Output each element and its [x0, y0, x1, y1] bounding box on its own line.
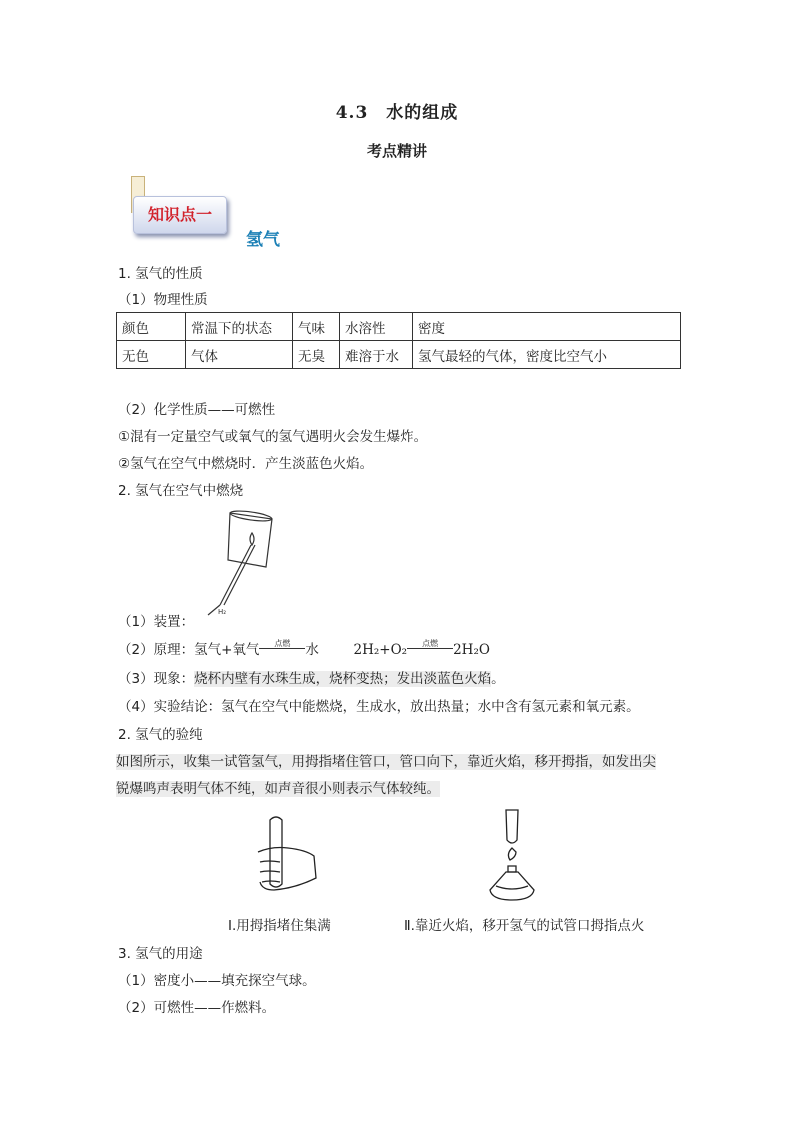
- equation-reactants: 2H₂+O₂: [353, 642, 408, 658]
- phenomenon-label: （3）现象：: [118, 671, 195, 687]
- page-subtitle: 考点精讲: [366, 142, 427, 160]
- section-name: 氢气: [246, 230, 280, 250]
- chemical-point-1: ①混有一定量空气或氧气的氢气遇明火会发生爆炸。: [118, 429, 428, 445]
- conclusion-line: （4）实验结论：氢气在空气中能燃烧，生成水，放出热量；水中含有氢元素和氧元素。: [118, 699, 640, 715]
- purity-text-2: 锐爆鸣声表明气体不纯，如声音很小则表示气体较纯。: [116, 781, 440, 797]
- table-row: [117, 341, 681, 369]
- caption-step-1: Ⅰ.用拇指堵住集满: [228, 918, 331, 934]
- table-cell: 氢气最轻的气体，密度比空气小: [413, 341, 681, 369]
- purity-text-1: 如图所示，收集一试管氢气，用拇指堵住管口，管口向下，靠近火焰，移开拇指，如发出尖: [116, 754, 656, 770]
- badge-label: 知识点一: [133, 196, 227, 234]
- heading-chemical: （2）化学性质——可燃性: [118, 402, 276, 418]
- reaction-condition: [259, 638, 305, 649]
- heading-properties: 1. 氢气的性质: [118, 266, 203, 282]
- purity-paragraph-2: [116, 777, 440, 797]
- table-header: 水溶性: [340, 313, 413, 341]
- h2-label: H₂: [218, 608, 227, 616]
- heading-purity-test: 2. 氢气的验纯: [118, 727, 203, 743]
- word-equation-product: 水: [305, 642, 319, 658]
- knowledge-point-badge: [123, 176, 231, 238]
- reaction-arrow-line: [407, 648, 453, 649]
- table-cell: 难溶于水: [340, 341, 413, 369]
- chemical-point-2: ②氢气在空气中燃烧时．产生淡蓝色火焰。: [118, 456, 374, 472]
- condition-text: 点燃: [422, 639, 439, 648]
- caption-step-2: Ⅱ.靠近火焰，移开氢气的试管口拇指点火: [404, 918, 645, 934]
- table-header: 颜色: [117, 313, 186, 341]
- table-header: 气味: [293, 313, 340, 341]
- equation-product: 2H₂O: [453, 642, 490, 658]
- phenomenon-end: 。: [491, 671, 505, 687]
- table-row: [117, 313, 681, 341]
- use-2: （2）可燃性——作燃料。: [118, 1000, 276, 1016]
- table-cell: 无臭: [293, 341, 340, 369]
- table-header: 密度: [413, 313, 681, 341]
- phenomenon-text: 烧杯内壁有水珠生成，烧杯变热；发出淡蓝色火焰: [194, 671, 492, 687]
- reaction-arrow-line: [259, 648, 305, 649]
- thumb-sealing-tube-illustration: [248, 812, 323, 902]
- table-cell: 气体: [186, 341, 293, 369]
- condition-text: 点燃: [274, 639, 291, 648]
- combustion-apparatus-illustration: [200, 505, 295, 620]
- use-1: （1）密度小——填充探空气球。: [118, 973, 316, 989]
- phenomenon-line: [118, 667, 505, 687]
- apparatus-label: （1）装置：: [118, 614, 195, 630]
- heading-physical: （1）物理性质: [118, 292, 208, 308]
- physical-properties-table: [116, 312, 681, 369]
- heading-combustion: 2. 氢气在空气中燃烧: [118, 483, 244, 499]
- purity-paragraph-1: [116, 750, 656, 770]
- table-cell: 无色: [117, 341, 186, 369]
- table-header: 常温下的状态: [186, 313, 293, 341]
- reaction-condition: [407, 638, 453, 649]
- heading-uses: 3. 氢气的用途: [118, 946, 203, 962]
- principle-line: [118, 638, 490, 658]
- page-title: 4.3 水的组成: [335, 103, 459, 123]
- word-equation-prefix: （2）原理：氢气+氧气: [118, 642, 260, 658]
- tube-near-flame-illustration: [482, 808, 542, 908]
